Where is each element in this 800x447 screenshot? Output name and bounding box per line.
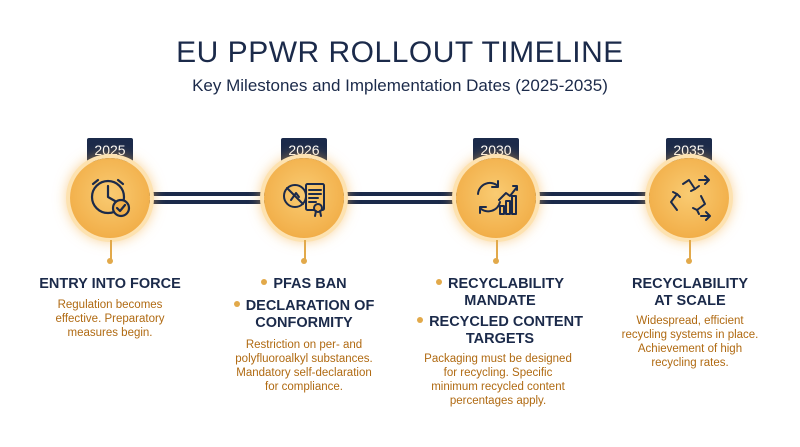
milestone-description-2030: Packaging must be designed for recycling. Specific minimum recycled content percentages apply. bbox=[424, 353, 572, 407]
recycle-growth-chart-icon bbox=[470, 172, 522, 224]
stem-dot-2030 bbox=[493, 258, 499, 264]
recycling-arrows-icon bbox=[663, 172, 715, 224]
milestone-heading: RECYCLED CONTENT TARGETS bbox=[400, 314, 600, 348]
milestone-description-2026: Restriction on per- and polyfluoroalkyl substances. Mandatory self-declaration for compliance. bbox=[235, 339, 373, 393]
stem-2030 bbox=[496, 240, 498, 260]
bullet-dot bbox=[436, 279, 442, 285]
stem-dot-2026 bbox=[301, 258, 307, 264]
year-tag-2026: 2026 bbox=[281, 138, 327, 162]
bullet-dot bbox=[417, 317, 423, 323]
milestone-heading: PFAS BAN bbox=[214, 276, 394, 293]
page-title: EU PPWR ROLLOUT TIMELINE bbox=[176, 36, 624, 69]
milestone-node-2025 bbox=[70, 158, 150, 238]
stem-dot-2035 bbox=[686, 258, 692, 264]
year-tag-2025: 2025 bbox=[87, 138, 133, 162]
stem-dot-2025 bbox=[107, 258, 113, 264]
bullet-dot bbox=[261, 279, 267, 285]
year-tag-2030: 2030 bbox=[473, 138, 519, 162]
stem-2025 bbox=[110, 240, 112, 260]
milestone-heading: ENTRY INTO FORCE bbox=[39, 276, 181, 292]
page-subtitle: Key Milestones and Implementation Dates (2025-2035) bbox=[192, 76, 608, 95]
pfas-ban-document-icon bbox=[278, 172, 330, 224]
timeline-track bbox=[110, 192, 690, 204]
milestone-node-2026 bbox=[264, 158, 344, 238]
year-tag-2035: 2035 bbox=[666, 138, 712, 162]
clock-check-icon bbox=[84, 172, 136, 224]
milestone-node-2035 bbox=[649, 158, 729, 238]
milestone-heading: DECLARATION OF CONFORMITY bbox=[214, 298, 394, 332]
milestone-description-2025: Regulation becomes effective. Preparatory measures begin. bbox=[55, 299, 165, 339]
bullet-dot bbox=[234, 301, 240, 307]
stem-2026 bbox=[304, 240, 306, 260]
milestone-heading: RECYCLABILITY AT SCALE bbox=[632, 276, 748, 309]
stem-2035 bbox=[689, 240, 691, 260]
milestone-description-2035: Widespread, efficient recycling systems in place. Achievement of high recycling rates. bbox=[621, 315, 759, 369]
milestone-node-2030 bbox=[456, 158, 536, 238]
milestone-heading: RECYCLABILITY MANDATE bbox=[410, 276, 590, 310]
